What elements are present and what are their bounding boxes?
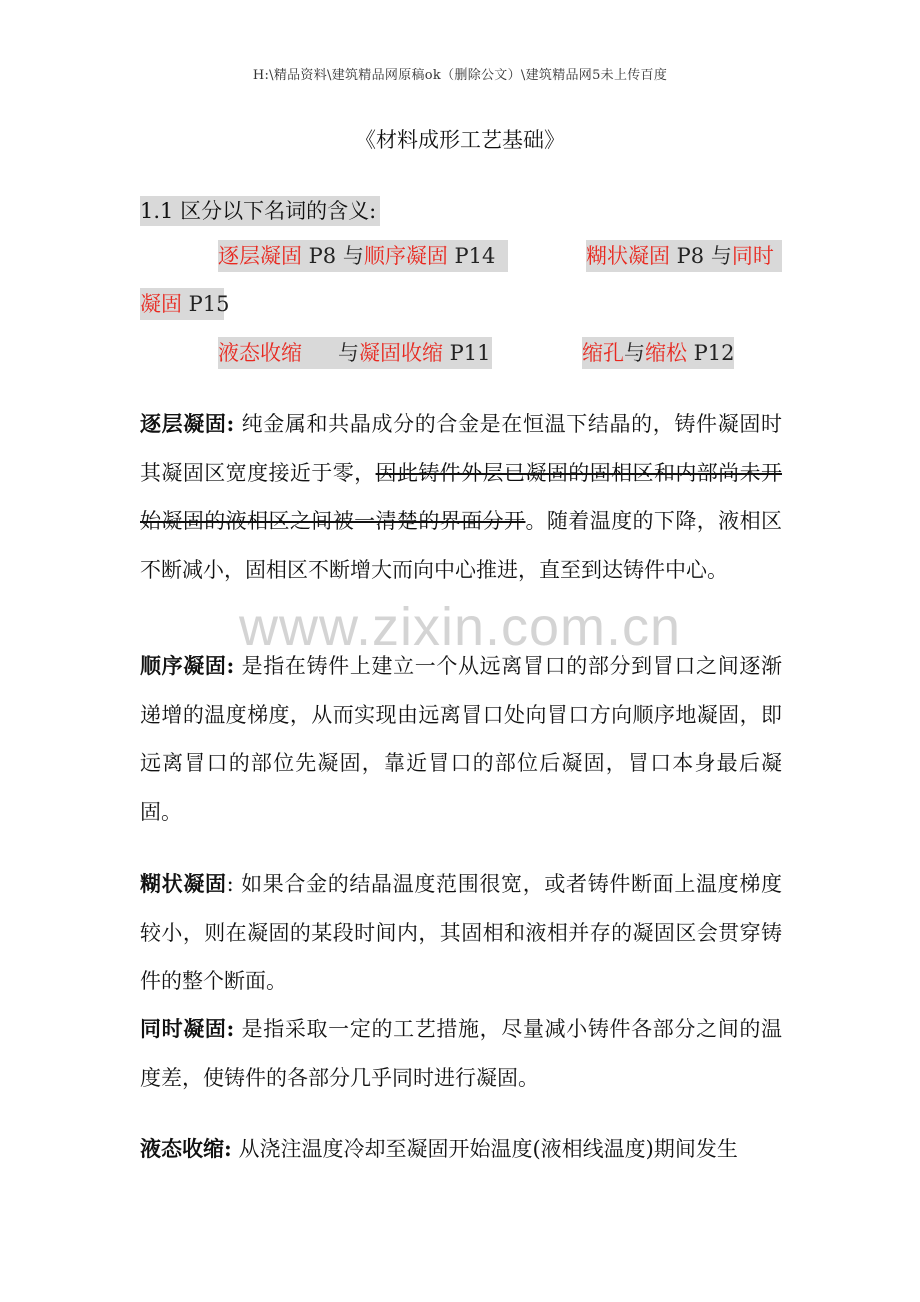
term-b: 顺序凝固	[363, 244, 448, 268]
definition-text: 。随着温度的下降，液相区不断减小，固相区不断增大而向中心推进，直至到达铸件中心。	[140, 509, 783, 582]
section-heading: 1.1 区分以下名词的含义:	[140, 196, 380, 226]
definition-text: 是指采取一定的工艺措施，尽量减小铸件各部分之间的温度差，使铸件的各部分几乎同时进行凝固。	[140, 1017, 782, 1090]
definition-term: 同时凝固:	[140, 1016, 235, 1041]
definition-term: 糊状凝固	[140, 871, 227, 896]
definition-paragraph-2	[140, 642, 782, 836]
term-pair-3	[218, 337, 492, 369]
term-b: 缩松	[645, 341, 687, 365]
definition-text: : 如果合金的结晶温度范围很宽，或者铸件断面上温度梯度较小，则在凝固的某段时间内，其固相和液相并存的凝固区会贯穿铸件的整个断面。	[140, 872, 782, 993]
definition-text: 是指在铸件上建立一个从远离冒口的部分到冒口之间逐渐递增的温度梯度，从而实现由远离冒口处向冒口方向顺序地凝固，即远离冒口的部位先凝固，靠近冒口的部位后凝固，冒口本身最后凝固。	[140, 654, 782, 824]
page-ref: P8	[670, 244, 711, 268]
document-title: 《材料成形工艺基础》	[355, 128, 565, 152]
term-a: 液态收缩	[218, 341, 302, 365]
definition-term: 逐层凝固:	[140, 411, 235, 436]
definition-text: 纯金属和共晶成分的合金是在恒温下结晶的，铸件凝固时其凝固区宽度接近于零，	[140, 412, 782, 485]
term-pair-4	[582, 337, 734, 369]
definition-paragraph-4	[140, 1005, 782, 1102]
definition-term: 液态收缩:	[140, 1136, 232, 1161]
page-ref: P8	[302, 244, 343, 268]
definition-paragraph-3	[140, 860, 782, 1006]
term-pair-1	[218, 240, 508, 272]
join-word: 与	[624, 341, 645, 365]
term-a: 逐层凝固	[218, 244, 302, 268]
term-b: 同时	[731, 244, 774, 268]
page-ref: P14	[447, 244, 496, 268]
page-ref: P12	[687, 341, 735, 365]
join-word: 与	[710, 244, 732, 268]
join-word: 与	[338, 341, 359, 365]
definition-text: 从浇注温度冷却至凝固开始温度(液相线温度)期间发生	[231, 1137, 738, 1161]
header-file-path: H:\精品资料\建筑精品网原稿ok（删除公文）\建筑精品网5未上传百度	[252, 68, 668, 83]
watermark: www.zixin.com.cn	[238, 597, 682, 657]
definition-paragraph-1	[140, 400, 782, 594]
page-ref: P15	[182, 292, 230, 316]
term-b-continued: 凝固	[140, 292, 182, 316]
term-pair-2	[586, 240, 782, 272]
term-a: 糊状凝固	[586, 244, 670, 268]
term-a: 缩孔	[582, 341, 624, 365]
page-ref: P11	[443, 341, 491, 365]
definition-term: 顺序凝固:	[140, 653, 235, 678]
term-b: 凝固收缩	[359, 341, 443, 365]
struck-text: 因此铸件外层已凝固的固相区和内部尚未开始凝固的液相区之间被一清楚的界面分开	[140, 460, 783, 533]
term-pair-2-continued	[140, 288, 230, 320]
definition-paragraph-5	[140, 1125, 782, 1174]
join-word: 与	[342, 244, 364, 268]
